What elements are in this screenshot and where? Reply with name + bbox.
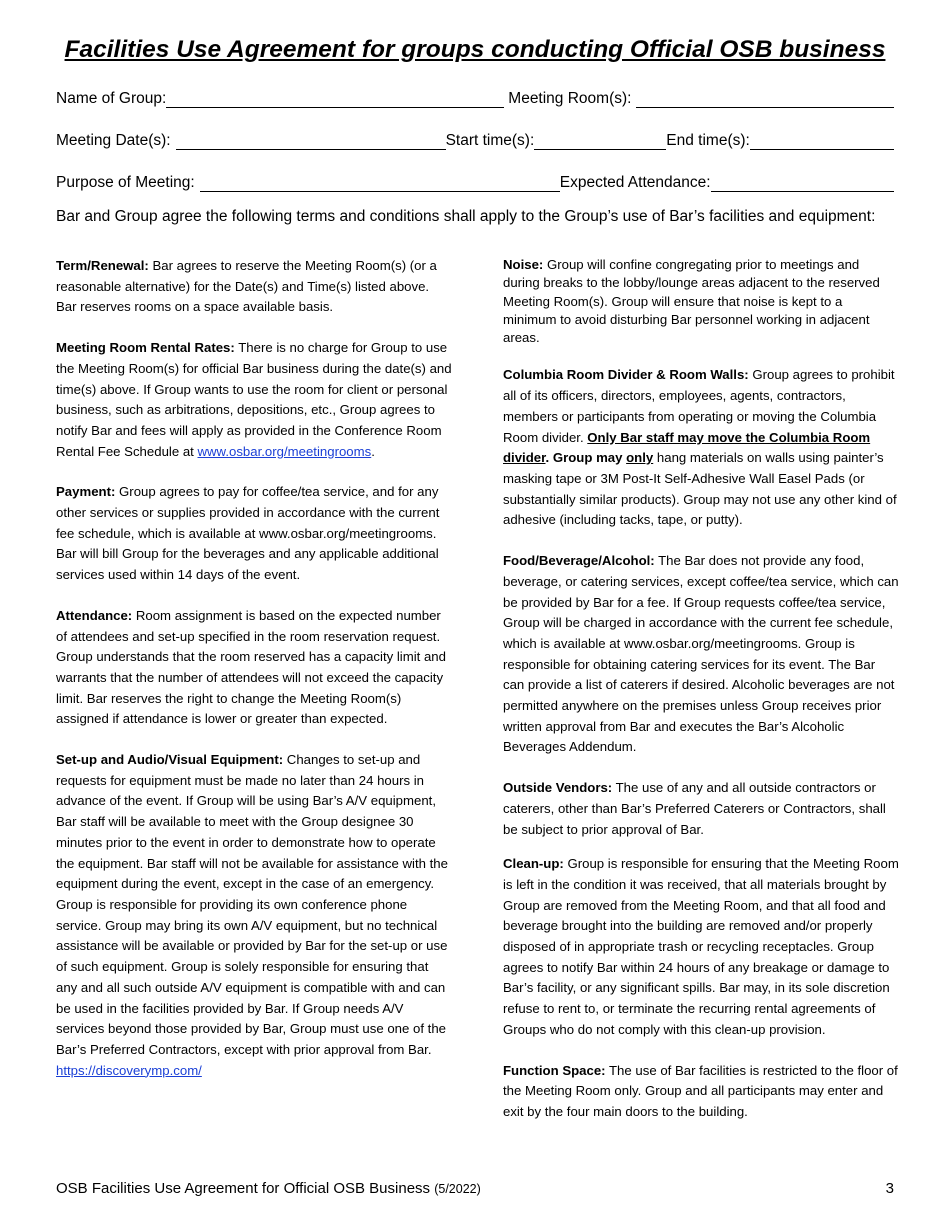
section-heading: Set-up and Audio/Visual Equipment: — [56, 752, 284, 768]
section-text: Changes to set-up and requests for equipment must be made no later than 24 hours in advance of the event. If Group will be using Bar’s A/V equipment, Bar staff will be available to meet with the Group designee 30 minutes prior to the event in order to demonstrate how to operate the equipment. Bar staff will not be available for assistance with the equipment during the event, except in the case of an emergency. Group is responsible for providing its own conference phone service. Group may bring its own A/V equipment, but no technical assistance will be available or provided by Bar for the set-up or use of such equipment. Group is solely responsible for ensuring that any and all such outside A/V equipment is compatible with and can be used in the facilities provided by Bar. If Group needs A/V services beyond those provided by Bar, Group must use one of the Bar’s Preferred Contractors, except with prior approval from Bar. — [56, 752, 448, 1057]
meeting-room-label: Meeting Room(s): — [508, 90, 632, 107]
meeting-rooms-link[interactable]: www.osbar.org/meetingrooms — [197, 443, 372, 459]
name-of-group-field[interactable] — [166, 89, 504, 108]
section-heading: Meeting Room Rental Rates: — [56, 340, 235, 356]
section-heading: Food/Beverage/Alcohol: — [503, 553, 655, 569]
outside-vendors-section — [503, 778, 899, 840]
clean-up-section — [503, 854, 899, 1040]
section-heading: Attendance: — [56, 607, 133, 623]
section-text: Room assignment is based on the expected number of attendees and set-up specified in the room reservation request. Group understands that the room reserved has a capacity limit and warrants that the number of attendees will not exceed the capacity limit. Bar reserves the right to change the Meeting Room(s) assigned if attendance is lower or greater than expected. — [56, 607, 446, 727]
expected-attendance-label: Expected Attendance: — [559, 174, 711, 191]
name-of-group-label: Name of Group: — [56, 90, 167, 107]
page-title: Facilities Use Agreement for groups conducting Official OSB business — [64, 36, 886, 63]
purpose-label: Purpose of Meeting: — [56, 174, 195, 191]
term-renewal-section — [56, 256, 452, 318]
start-time-field[interactable] — [534, 131, 666, 150]
section-text: The Bar does not provide any food, beverage, or catering services, except coffee/tea service, which can be provided by Bar for a fee. If Group requests coffee/tea service, Group will be charged in accordance with the current fee schedule, which is available at www.osbar.org/meetingrooms. Group is responsible for obtaining catering services for its event. The Bar can provide a list of caterers if desired. Alcoholic beverages are not permitted anywhere on the premises unless Group receives prior written approval from Bar and executes the Bar’s Alcoholic Beverages Addendum. — [503, 553, 899, 755]
section-text: The use of any and all outside contractors or caterers, other than Bar’s Preferred Caterers or Contractors, shall be subject to prior approval of Bar. — [503, 780, 886, 837]
right-column — [503, 256, 899, 1143]
form-row-group — [56, 84, 894, 108]
section-text: . Group may — [545, 450, 627, 466]
section-heading: Outside Vendors: — [503, 780, 613, 796]
expected-attendance-field[interactable] — [711, 173, 894, 192]
footer-title — [56, 1180, 481, 1197]
section-text: Group agrees to pay for coffee/tea service, and for any other services or supplies provided in accordance with the current fee schedule, which is available at www.osbar.org/meetingrooms. Bar will bill Group for the beverages and any applicable additional services used within 14 days of the event. — [56, 484, 440, 583]
section-text: The use of Bar facilities is restricted to the floor of the Meeting Room only. Group and all participants may enter and exit by the four main doors to the building. — [503, 1062, 898, 1119]
attendance-section — [56, 606, 452, 730]
meeting-date-label: Meeting Date(s): — [56, 132, 171, 149]
section-heading: Function Space: — [503, 1062, 606, 1078]
function-space-section — [503, 1061, 899, 1123]
agreement-intro: Bar and Group agree the following terms and conditions shall apply to the Group’s use of Bar’s facilities and equipment: — [56, 208, 876, 225]
section-text: Group is responsible for ensuring that the Meeting Room is left in the condition it was received, that all materials brought by Group are removed from the Meeting Room, and that all food and beverage brought into the building are removed and/or properly disposed of in appropriate trash or recycling receptacles. Group agrees to notify Bar within 24 hours of any breakage or damage to Bar’s facility, or any significant spills. Bar may, in its sole discretion refuse to rent to, or terminate the recurring rental agreements of Groups who do not comply with this clean-up provision. — [503, 856, 899, 1037]
form-row-purpose — [56, 168, 894, 192]
footer-date: (5/2022) — [434, 1182, 481, 1196]
section-text: Group agrees to prohibit all of its officers, directors, employees, agents, contractors, members or participants from operating or moving the Columbia Room divider. — [503, 367, 895, 445]
setup-av-section — [56, 750, 452, 1081]
section-text: Group will confine congregating prior to meetings and during breaks to the lobby/lounge areas adjacent to the reserved Meeting Room(s). Group will ensure that noise is kept to a minimum to avoid disturbing Bar personnel working in adjacent areas. — [503, 257, 880, 346]
end-time-label: End time(s): — [666, 132, 750, 149]
end-time-field[interactable] — [750, 131, 894, 150]
rental-rates-section — [56, 338, 452, 462]
section-text: hang materials on walls using painter’s masking tape or 3M Post-It Self-Adhesive Wall Easel Pads (or substantially similar products). Group may not use any other kind of adhesive (including tacks, tape, or putty). — [503, 450, 897, 528]
section-heading: Term/Renewal: — [56, 258, 149, 273]
noise-section — [503, 256, 899, 347]
section-text: Bar agrees to reserve the Meeting Room(s) (or a reasonable alternative) for the Date(s) and Time(s) listed above. Bar reserves rooms on a space available basis. — [56, 258, 437, 315]
section-heading: Noise: — [503, 257, 544, 272]
page-number: 3 — [885, 1180, 894, 1197]
payment-section — [56, 482, 452, 586]
section-heading: Clean-up: — [503, 856, 564, 872]
form-row-dates — [56, 126, 894, 150]
meeting-room-field[interactable] — [636, 89, 894, 108]
divider-emphasis: Only Bar staff may move the Columbia Room divider — [503, 429, 871, 466]
purpose-field[interactable] — [200, 173, 560, 192]
discoverymp-link[interactable]: https://discoverymp.com/ — [56, 1062, 202, 1078]
only-emphasis: only — [626, 450, 654, 466]
page-footer — [56, 1180, 894, 1197]
section-heading: Columbia Room Divider & Room Walls: — [503, 367, 749, 383]
section-heading: Payment: — [56, 484, 116, 500]
section-text: There is no charge for Group to use the Meeting Room(s) for official Bar business during the date(s) and time(s) above. If Group wants to use the room for client or personal business, such as arbitrations, depositions, etc., Group agrees to notify Bar and fees will apply as provided in the Conference Room Rental Fee Schedule at — [56, 340, 452, 459]
left-column — [56, 256, 452, 1101]
punctuation: . — [371, 443, 375, 459]
start-time-label: Start time(s): — [445, 132, 535, 149]
room-divider-section — [503, 365, 899, 531]
food-beverage-section — [503, 551, 899, 758]
meeting-date-field[interactable] — [176, 131, 446, 150]
footer-text: OSB Facilities Use Agreement for Official OSB Business — [56, 1180, 431, 1197]
